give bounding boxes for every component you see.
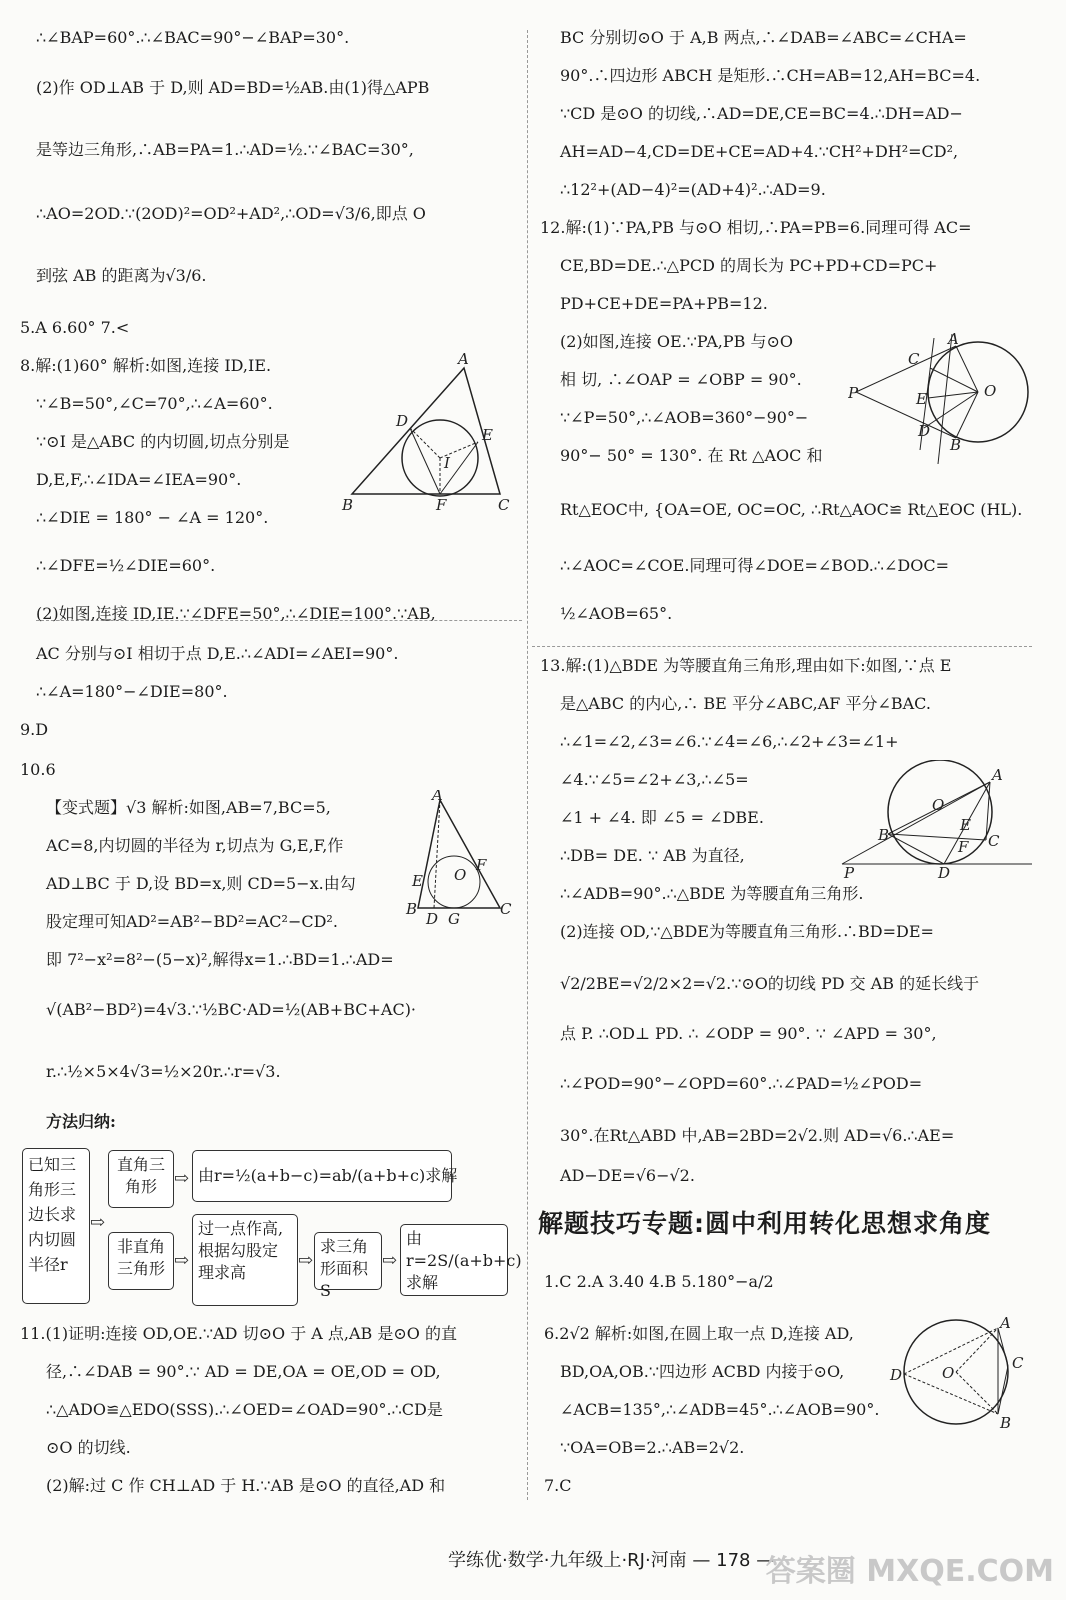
svg-text:P: P: [844, 864, 855, 880]
svg-text:E: E: [482, 426, 493, 444]
text-line: AC 分别与⊙I 相切于点 D,E.∴∠ADI=∠AEI=90°.: [36, 644, 399, 663]
inscribed-quad-figure: [886, 1316, 1026, 1430]
text-line: 相 切, ∴∠OAP = ∠OBP = 90°.: [560, 370, 802, 389]
text-line: BD,OA,OB.∵四边形 ACBD 内接于⊙O,: [560, 1362, 845, 1381]
right-section-divider: [532, 646, 1032, 647]
text-line: (2)解:过 C 作 CH⊥AD 于 H.∵AB 是⊙O 的直径,AD 和: [46, 1476, 446, 1495]
svg-text:D: D: [918, 422, 931, 440]
text-line: ∴AO=2OD.∵(2OD)²=OD²+AD²,∴OD=√3/6,即点 O: [36, 204, 426, 223]
text-line: AC=8,内切圆的半径为 r,切点为 G,E,F,作: [46, 836, 344, 855]
text-line: ∠ACB=135°,∴∠ADB=45°.∴∠AOB=90°.: [560, 1400, 880, 1419]
column-divider: [527, 30, 528, 1500]
svg-text:E: E: [960, 816, 971, 834]
arrow-icon: ⇨: [174, 1168, 190, 1189]
text-line: ∴∠A=180°−∠DIE=80°.: [36, 682, 228, 701]
svg-text:A: A: [1000, 1316, 1011, 1332]
text-line: ∴∠ADB=90°.∴△BDE 为等腰直角三角形.: [560, 884, 864, 903]
svg-text:D: D: [396, 412, 409, 430]
text-line: ∴∠1=∠2,∠3=∠6.∵∠4=∠6,∴∠2+∠3=∠1+: [560, 732, 899, 751]
text-line: AD⊥BC 于 D,设 BD=x,则 CD=5−x.由勾: [46, 874, 356, 893]
text-line: 6.2√2 解析:如图,在圆上取一点 D,连接 AD,: [544, 1324, 854, 1343]
text-line: 13.解:(1)△BDE 为等腰直角三角形,理由如下:如图,∵点 E: [540, 656, 952, 675]
svg-text:B: B: [342, 496, 354, 514]
text-line: ∴12²+(AD−4)²=(AD+4)².∴AD=9.: [560, 180, 826, 199]
svg-text:D: D: [938, 864, 951, 880]
svg-text:G: G: [448, 910, 460, 928]
text-line: Rt△EOC中, {OA=OE, OC=OC, ∴Rt△AOC≌ Rt△EOC (HL).: [560, 500, 1023, 519]
text-line: ∵∠B=50°,∠C=70°,∴∠A=60°.: [36, 394, 273, 413]
svg-text:F: F: [436, 496, 447, 514]
svg-text:B: B: [950, 436, 962, 454]
text-line: ∵CD 是⊙O 的切线,∴AD=DE,CE=BC=4.∴DH=AD−: [560, 104, 963, 123]
text-line: ∴∠POD=90°−∠OPD=60°.∴∠PAD=½∠POD=: [560, 1074, 923, 1093]
text-line: ½∠AOB=65°.: [560, 604, 673, 623]
text-line: CE,BD=DE.∴△PCD 的周长为 PC+PD+CD=PC+: [560, 256, 938, 275]
svg-text:F: F: [958, 838, 969, 856]
text-line: (2)如图,连接 OE.∵PA,PB 与⊙O: [560, 332, 793, 351]
text-line: ∵⊙I 是△ABC 的内切圆,切点分别是: [36, 432, 290, 451]
text-line: 1.C 2.A 3.40 4.B 5.180°−a/2: [544, 1272, 774, 1291]
text-line: 股定理可知AD²=AB²−BD²=AC²−CD².: [46, 912, 338, 931]
arrow-icon: ⇨: [174, 1250, 190, 1271]
svg-text:B: B: [878, 826, 890, 844]
text-line: 即 7²−x²=8²−(5−x)²,解得x=1.∴BD=1.∴AD=: [46, 950, 394, 969]
section-title: 解题技巧专题:圆中利用转化思想求角度: [538, 1209, 991, 1238]
right-triangle-box: 直角三角形: [108, 1150, 174, 1208]
text-line: ∠4.∵∠5=∠2+∠3,∴∠5=: [560, 770, 749, 789]
text-line: AD−DE=√6−√2.: [560, 1166, 695, 1185]
text-line: 是等边三角形,∴AB=PA=1.∴AD=½.∵∠BAC=30°,: [36, 140, 414, 159]
variant-triangle-figure: [404, 790, 514, 930]
svg-text:C: C: [988, 832, 1000, 850]
text-line: 径,∴∠DAB = 90°.∵ AD = DE,OA = OE,OD = OD,: [46, 1362, 441, 1381]
text-line: ∵∠P=50°,∴∠AOB=360°−90°−: [560, 408, 809, 427]
svg-text:D: D: [426, 910, 439, 928]
svg-text:E: E: [916, 390, 927, 408]
text-line: BC 分别切⊙O 于 A,B 两点,∴∠DAB=∠ABC=∠CHA=: [560, 28, 967, 47]
area-formula-box: 由r=2S/(a+b+c)求解: [400, 1224, 508, 1296]
svg-text:F: F: [476, 856, 487, 874]
text-line: 30°.在Rt△ABD 中,AB=2BD=2√2.则 AD=√6.∴AE=: [560, 1126, 955, 1145]
svg-text:C: C: [498, 496, 510, 514]
svg-text:A: A: [992, 766, 1003, 784]
area-box: 求三角形面积S: [314, 1232, 382, 1290]
svg-text:C: C: [1012, 1354, 1024, 1372]
svg-text:E: E: [412, 872, 423, 890]
watermark-logo: 答案圈 MXQE.COM: [765, 1554, 1054, 1589]
text-line: 90°.∴四边形 ABCH 是矩形.∴CH=AB=12,AH=BC=4.: [560, 66, 981, 85]
svg-text:D: D: [890, 1366, 903, 1384]
text-line: ∴△ADO≌△EDO(SSS).∴∠OED=∠OAD=90°.∴CD是: [46, 1400, 443, 1419]
text-line: ∵OA=OB=2.∴AB=2√2.: [560, 1438, 745, 1457]
incircle-triangle-figure: [340, 350, 520, 520]
incenter-circle-figure: [840, 760, 1036, 880]
svg-text:A: A: [458, 350, 469, 368]
text-line: 9.D: [20, 720, 49, 739]
text-line: 8.解:(1)60° 解析:如图,连接 ID,IE.: [20, 356, 272, 375]
tangent-circle-figure: [848, 330, 1036, 470]
text-line: 10.6: [20, 760, 56, 779]
method-title: 方法归纳:: [46, 1112, 116, 1131]
svg-text:O: O: [932, 796, 945, 814]
arrow-icon: ⇨: [90, 1212, 106, 1233]
text-line: 12.解:(1)∵PA,PB 与⊙O 相切,∴PA=PB=6.同理可得 AC=: [540, 218, 972, 237]
svg-text:O: O: [984, 382, 997, 400]
text-line: 点 P. ∴OD⊥ PD. ∴ ∠ODP = 90°. ∵ ∠APD = 30°,: [560, 1024, 937, 1043]
arrow-icon: ⇨: [298, 1250, 314, 1271]
text-line: 【变式题】√3 解析:如图,AB=7,BC=5,: [46, 798, 331, 817]
text-line: AH=AD−4,CD=DE+CE=AD+4.∵CH²+DH²=CD²,: [560, 142, 959, 161]
text-line: ∠1 + ∠4. 即 ∠5 = ∠DBE.: [560, 808, 764, 827]
svg-text:I: I: [444, 454, 450, 472]
text-line: ∴∠DIE = 180° − ∠A = 120°.: [36, 508, 269, 527]
svg-text:A: A: [948, 330, 959, 348]
text-line: 到弦 AB 的距离为√3/6.: [36, 266, 207, 285]
svg-text:O: O: [454, 866, 467, 884]
text-line: (2)连接 OD,∵△BDE为等腰直角三角形.∴BD=DE=: [560, 922, 934, 941]
text-line: 5.A 6.60° 7.<: [20, 318, 130, 337]
nonright-triangle-box: 非直角三角形: [108, 1232, 174, 1290]
svg-text:O: O: [942, 1364, 955, 1382]
text-line: PD+CE+DE=PA+PB=12.: [560, 294, 768, 313]
text-line: D,E,F,∴∠IDA=∠IEA=90°.: [36, 470, 242, 489]
text-line: ∴∠DFE=½∠DIE=60°.: [36, 556, 216, 575]
text-line: ∴DB= DE. ∵ AB 为直径,: [560, 846, 745, 865]
given-box: 已知三角形三边长求内切圆半径r: [22, 1148, 90, 1304]
text-line: ∴∠AOC=∠COE.同理可得∠DOE=∠BOD.∴∠DOC=: [560, 556, 949, 575]
text-line: (2)如图,连接 ID,IE.∵∠DFE=50°,∴∠DIE=100°.∵AB,: [36, 604, 436, 623]
arrow-icon: ⇨: [382, 1250, 398, 1271]
text-line: 11.(1)证明:连接 OD,OE.∵AD 切⊙O 于 A 点,AB 是⊙O 的直: [20, 1324, 458, 1343]
svg-text:P: P: [848, 384, 859, 402]
right-formula-box: 由r=½(a+b−c)=ab/(a+b+c)求解: [192, 1150, 452, 1202]
page-footer: 学练优·数学·九年级上·RJ·河南 — 178 —: [448, 1550, 775, 1571]
text-line: √2/2BE=√2/2×2=√2.∵⊙O的切线 PD 交 AB 的延长线于: [560, 974, 980, 993]
text-line: ⊙O 的切线.: [46, 1438, 131, 1457]
height-box: 过一点作高,根据勾股定理求高: [192, 1214, 298, 1306]
svg-text:B: B: [406, 900, 418, 918]
text-line: √(AB²−BD²)=4√3.∵½BC·AD=½(AB+BC+AC)·: [46, 1000, 417, 1019]
svg-text:A: A: [432, 790, 443, 804]
svg-text:C: C: [908, 350, 920, 368]
svg-text:C: C: [500, 900, 512, 918]
text-line: (2)作 OD⊥AB 于 D,则 AD=BD=½AB.由(1)得△APB: [36, 78, 430, 97]
text-line: r.∴½×5×4√3=½×20r.∴r=√3.: [46, 1062, 281, 1081]
text-line: 是△ABC 的内心,∴ BE 平分∠ABC,AF 平分∠BAC.: [560, 694, 931, 713]
text-line: ∴∠BAP=60°.∴∠BAC=90°−∠BAP=30°.: [36, 28, 350, 47]
text-line: 90°− 50° = 130°. 在 Rt △AOC 和: [560, 446, 823, 465]
svg-text:B: B: [1000, 1414, 1012, 1430]
text-line: 7.C: [544, 1476, 572, 1495]
